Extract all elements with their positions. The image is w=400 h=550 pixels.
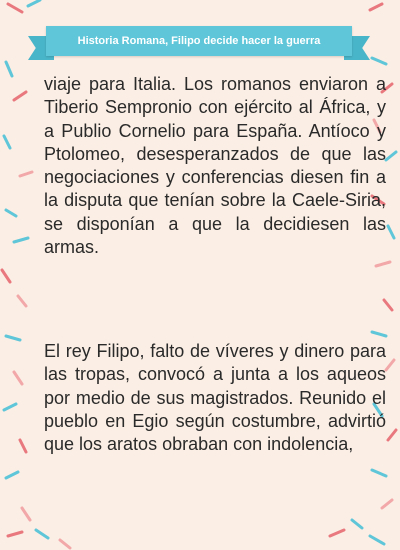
confetti-stick: [352, 520, 362, 528]
confetti-stick: [14, 372, 22, 384]
confetti-stick: [6, 472, 18, 478]
confetti-stick: [18, 296, 26, 306]
confetti-stick: [372, 332, 386, 336]
confetti-stick: [8, 4, 22, 12]
confetti-stick: [2, 270, 10, 282]
body-paragraph-2: El rey Filipo, falto de víveres y dinero para las tropas, convocó a junta a los aqueos por medio de sus magistrados. Reunido el pueblo en Egio según costumbre, advirtió que los aratos obraban con indolencia,: [44, 341, 386, 455]
confetti-stick: [382, 500, 392, 508]
confetti-stick: [60, 540, 70, 548]
confetti-stick: [330, 530, 344, 536]
confetti-stick: [384, 300, 392, 310]
body-paragraph-1: viaje para Italia. Los romanos enviaron a Tiberio Sempronio con ejército al África, y a Publio Cornelio para España. Antíoco y Ptolomeo, desesperanzados de que las negociaciones y conferencias diesen fin a la disputa que tenían sobre la Caele-Siria, se disponían a que la decidiesen las armas.: [44, 74, 386, 258]
confetti-stick: [4, 136, 10, 148]
confetti-stick: [386, 360, 394, 370]
confetti-stick: [14, 238, 28, 242]
confetti-stick: [6, 210, 16, 216]
confetti-stick: [388, 226, 394, 238]
confetti-stick: [388, 430, 396, 440]
confetti-stick: [372, 470, 386, 476]
confetti-stick: [22, 508, 30, 520]
confetti-stick: [8, 532, 22, 536]
confetti-stick: [36, 530, 48, 538]
title-banner: [34, 22, 364, 66]
confetti-stick: [386, 152, 396, 160]
confetti-stick: [20, 172, 32, 176]
confetti-stick: [20, 440, 26, 452]
confetti-stick: [370, 4, 382, 10]
page-title: Historia Romana, Filipo decide hacer la guerra: [46, 26, 352, 56]
confetti-stick: [28, 0, 40, 6]
confetti-stick: [14, 92, 26, 100]
confetti-stick: [6, 336, 20, 340]
confetti-stick: [6, 62, 12, 76]
confetti-stick: [376, 262, 390, 266]
confetti-stick: [370, 536, 384, 544]
confetti-stick: [372, 58, 386, 64]
confetti-stick: [4, 404, 16, 410]
